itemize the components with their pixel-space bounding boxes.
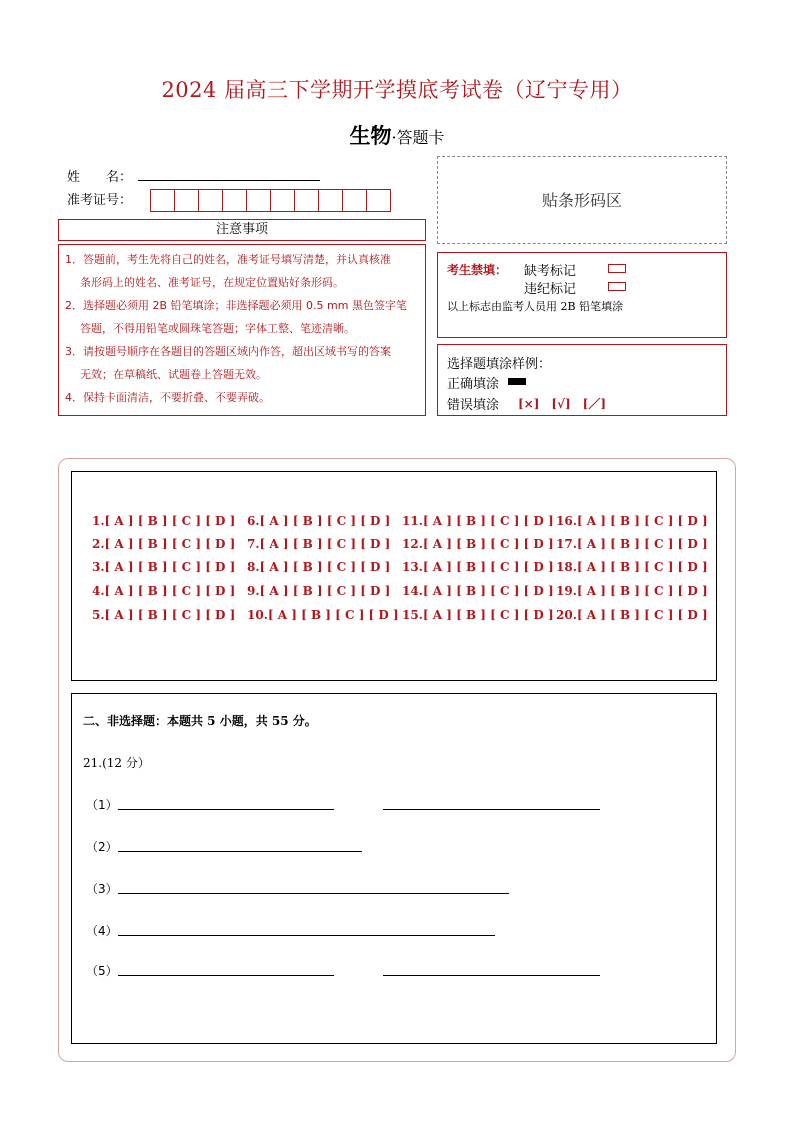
question-row[interactable]: 18.[ A ] [ B ] [ C ] [ D ]	[556, 560, 708, 574]
notice-line: 1．答题前，考生先将自己的姓名，准考证号填写清楚，并认真核准	[65, 253, 391, 266]
question-row[interactable]: 15.[ A ] [ B ] [ C ] [ D ]	[402, 608, 554, 622]
violation-mark-box[interactable]	[608, 282, 626, 291]
question-row[interactable]: 2.[ A ] [ B ] [ C ] [ D ]	[92, 537, 236, 551]
exam-title: 2024 届高三下学期开学摸底考试卷（辽宁专用）	[161, 78, 633, 102]
notice-line: 答题，不得用铅笔或圆珠笔答题；字体工整、笔迹清晰。	[80, 322, 355, 335]
multiple-choice-section	[71, 471, 717, 681]
question-row[interactable]: 5.[ A ] [ B ] [ C ] [ D ]	[92, 608, 236, 622]
question-row[interactable]: 8.[ A ] [ B ] [ C ] [ D ]	[247, 560, 391, 574]
answer-line[interactable]	[118, 975, 334, 976]
wrong-fill-samples: [×] [√] [／]	[518, 397, 607, 411]
id-cell[interactable]	[342, 189, 367, 212]
question-row[interactable]: 14.[ A ] [ B ] [ C ] [ D ]	[402, 584, 554, 598]
part-label: （3）	[86, 882, 118, 896]
barcode-label: 贴条形码区	[541, 191, 622, 210]
notice-line: 3．请按题号顺序在各题目的答题区域内作答，超出区域书写的答案	[65, 345, 391, 358]
correct-fill-sample	[508, 378, 526, 385]
question-row[interactable]: 10.[ A ] [ B ] [ C ] [ D ]	[247, 608, 399, 622]
fill-sample-box	[437, 344, 727, 416]
id-cell[interactable]	[198, 189, 223, 212]
notice-title: 注意事项	[58, 219, 426, 241]
notice-box	[58, 244, 426, 416]
barcode-area	[437, 156, 727, 244]
answer-line[interactable]	[118, 935, 495, 936]
ban-note: 以上标志由监考人员用 2B 铅笔填涂	[447, 300, 624, 313]
proctor-only-box	[437, 252, 727, 338]
notice-line: 条形码上的姓名、准考证号，在规定位置贴好条形码。	[80, 276, 344, 289]
absent-label: 缺考标记	[524, 264, 577, 279]
notice-line: 2．选择题必须用 2B 铅笔填涂；非选择题必须用 0.5 mm 黑色签字笔	[65, 299, 407, 312]
id-cell[interactable]	[270, 189, 295, 212]
question-row[interactable]: 11.[ A ] [ B ] [ C ] [ D ]	[402, 514, 554, 528]
id-label: 准考证号：	[67, 193, 133, 208]
sample-title: 选择题填涂样例：	[447, 357, 552, 372]
name-field[interactable]	[138, 180, 320, 181]
subtitle	[0, 120, 794, 150]
id-cell[interactable]	[174, 189, 199, 212]
subject-name: 生物	[349, 123, 392, 148]
question-row[interactable]: 20.[ A ] [ B ] [ C ] [ D ]	[556, 608, 708, 622]
correct-label: 正确填涂	[447, 377, 500, 392]
question-row[interactable]: 4.[ A ] [ B ] [ C ] [ D ]	[92, 584, 236, 598]
question-row[interactable]: 16.[ A ] [ B ] [ C ] [ D ]	[556, 514, 708, 528]
question-row[interactable]: 13.[ A ] [ B ] [ C ] [ D ]	[402, 560, 554, 574]
id-cell[interactable]	[366, 189, 391, 212]
answer-line[interactable]	[118, 893, 509, 894]
card-label: ·答题卡	[391, 128, 445, 147]
wrong-label: 错误填涂	[447, 398, 500, 413]
question-row[interactable]: 19.[ A ] [ B ] [ C ] [ D ]	[556, 584, 708, 598]
notice-line: 4．保持卡面清洁，不要折叠、不要弄破。	[65, 391, 270, 404]
id-number-boxes[interactable]	[151, 189, 391, 212]
ban-title: 考生禁填：	[447, 263, 508, 277]
id-cell[interactable]	[222, 189, 247, 212]
answer-line[interactable]	[383, 975, 600, 976]
name-label: 姓 名：	[67, 170, 133, 185]
answer-line[interactable]	[383, 809, 600, 810]
question-row[interactable]: 9.[ A ] [ B ] [ C ] [ D ]	[247, 584, 391, 598]
id-cell[interactable]	[318, 189, 343, 212]
part-label: （2）	[86, 840, 118, 854]
question-row[interactable]: 1.[ A ] [ B ] [ C ] [ D ]	[92, 514, 236, 528]
part-label: （5）	[86, 964, 118, 978]
question-row[interactable]: 17.[ A ] [ B ] [ C ] [ D ]	[556, 537, 708, 551]
id-cell[interactable]	[294, 189, 319, 212]
absent-mark-box[interactable]	[608, 264, 626, 273]
answer-line[interactable]	[118, 809, 334, 810]
question-row[interactable]: 7.[ A ] [ B ] [ C ] [ D ]	[247, 537, 391, 551]
question-row[interactable]: 6.[ A ] [ B ] [ C ] [ D ]	[247, 514, 391, 528]
question-row[interactable]: 12.[ A ] [ B ] [ C ] [ D ]	[402, 537, 554, 551]
question-row[interactable]: 3.[ A ] [ B ] [ C ] [ D ]	[92, 560, 236, 574]
answer-line[interactable]	[118, 851, 362, 852]
section-heading: 二、非选择题：本题共 5 小题，共 55 分。	[83, 714, 317, 728]
notice-line: 无效；在草稿纸、试题卷上答题无效。	[80, 368, 267, 381]
id-cell[interactable]	[246, 189, 271, 212]
violation-label: 违纪标记	[524, 282, 577, 297]
part-label: （1）	[86, 798, 118, 812]
non-choice-section	[71, 693, 717, 1044]
id-cell[interactable]	[150, 189, 175, 212]
part-label: （4）	[86, 924, 118, 938]
question-21-label: 21.(12 分）	[83, 756, 150, 770]
